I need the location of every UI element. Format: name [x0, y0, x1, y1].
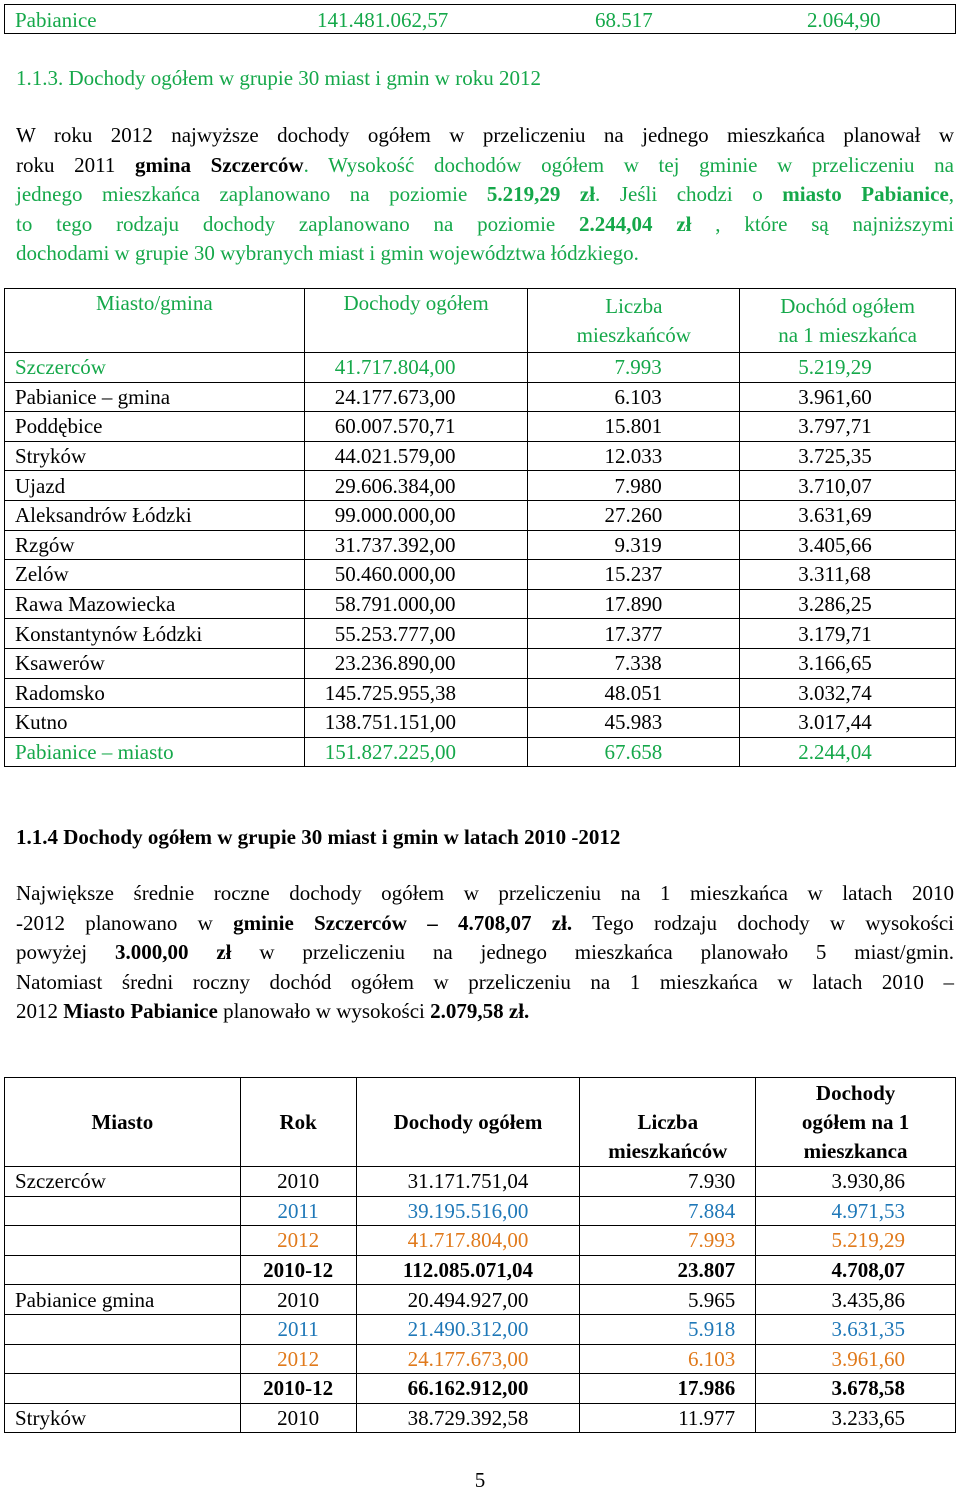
- table2-cell-population: 5.918: [580, 1314, 756, 1344]
- page-number: 5: [474, 1468, 486, 1492]
- table2-cell-year: 2011: [240, 1314, 356, 1344]
- top-table-row: [4, 4, 956, 34]
- table1-row: [5, 678, 956, 708]
- table1-cell-population: 15.801: [528, 412, 740, 442]
- section2-paragraph: [16, 879, 954, 1027]
- table2-cell-income: 31.171.751,04: [356, 1167, 580, 1197]
- section-heading-1-1-3: 1.1.3. Dochody ogółem w grupie 30 miast i gmin w roku 2012: [16, 66, 541, 90]
- text-bold: Miasto Pabianice: [63, 999, 218, 1023]
- table1-row: [5, 412, 956, 442]
- table2-cell-city: [5, 1226, 241, 1256]
- table1-cell-city: Stryków: [5, 441, 305, 471]
- table1-cell-population: 12.033: [528, 441, 740, 471]
- table2-header-per-capita: Dochody ogółem na 1 mieszkanca: [756, 1078, 956, 1167]
- table2-cell-population: 5.965: [580, 1285, 756, 1315]
- table1-row: [5, 471, 956, 501]
- table1-cell-city: Aleksandrów Łódzki: [5, 500, 305, 530]
- table1-cell-population: 17.890: [528, 589, 740, 619]
- table2-cell-income: 38.729.392,58: [356, 1403, 580, 1433]
- table1-cell-city: Pabianice – gmina: [5, 382, 305, 412]
- table1-cell-per-capita: 5.219,29: [740, 353, 956, 383]
- text-bold: 5.219,29 zł: [486, 182, 596, 206]
- table2-cell-population: 7.930: [580, 1167, 756, 1197]
- table1-row: [5, 708, 956, 738]
- text: . Jeśli chodzi o: [595, 182, 783, 206]
- table1-cell-income: 41.717.804,00: [304, 353, 528, 383]
- table1-header-row: [5, 289, 956, 353]
- table2-cell-per-capita: 4.971,53: [756, 1196, 956, 1226]
- table1-cell-per-capita: 3.032,74: [740, 678, 956, 708]
- para1-line5: dochodami w grupie 30 wybranych miast i gmin województwa łódzkiego.: [16, 241, 639, 265]
- table1-row: [5, 589, 956, 619]
- table2-cell-year: 2010: [240, 1285, 356, 1315]
- table2-cell-per-capita: 4.708,07: [756, 1255, 956, 1285]
- table2-cell-per-capita: 3.930,86: [756, 1167, 956, 1197]
- table2-row: [5, 1167, 956, 1197]
- table1-cell-city: Ujazd: [5, 471, 305, 501]
- table1-cell-per-capita: 3.405,66: [740, 530, 956, 560]
- table1-cell-population: 7.338: [528, 648, 740, 678]
- table1-cell-per-capita: 3.710,07: [740, 471, 956, 501]
- top-row-per-capita: 2.064,90: [807, 8, 881, 32]
- table1-row: [5, 382, 956, 412]
- table2-cell-year: 2010-12: [240, 1255, 356, 1285]
- top-row-name: Pabianice: [15, 8, 97, 32]
- table2-cell-year: 2010: [240, 1167, 356, 1197]
- table2-header-row: [5, 1078, 956, 1167]
- table1-cell-per-capita: 3.631,69: [740, 500, 956, 530]
- table1-row: [5, 353, 956, 383]
- table1-cell-per-capita: 3.166,65: [740, 648, 956, 678]
- table2-cell-income: 21.490.312,00: [356, 1314, 580, 1344]
- text: planowało w wysokości: [217, 999, 431, 1023]
- text: ,: [948, 182, 955, 206]
- para2-line4: Natomiast średni roczny dochód ogółem w przeliczeniu na 1 mieszkańca w latach 2010 –: [16, 969, 954, 994]
- table1-cell-income: 145.725.955,38: [304, 678, 528, 708]
- table2-cell-income: 41.717.804,00: [356, 1226, 580, 1256]
- table1-cell-per-capita: 3.017,44: [740, 708, 956, 738]
- text: to tego rodzaju dochody zaplanowano na poziomie: [16, 211, 580, 236]
- table2-cell-per-capita: 3.631,35: [756, 1314, 956, 1344]
- table1-cell-income: 58.791.000,00: [304, 589, 528, 619]
- table1-cell-city: Poddębice: [5, 412, 305, 442]
- table1-cell-city: Radomsko: [5, 678, 305, 708]
- para1-line2: [16, 151, 954, 181]
- table2-cell-year: 2012: [240, 1344, 356, 1374]
- table2-cell-city: [5, 1374, 241, 1404]
- table1-cell-income: 31.737.392,00: [304, 530, 528, 560]
- table2-row: [5, 1285, 956, 1315]
- table2-cell-population: 11.977: [580, 1403, 756, 1433]
- table1-header-population: Liczba mieszkańców: [528, 289, 740, 353]
- table2-cell-per-capita: 3.678,58: [756, 1374, 956, 1404]
- text-bold: gminie Szczerców – 4.708,07 zł.: [233, 910, 573, 935]
- text-bold: 2.079,58 zł.: [430, 999, 530, 1023]
- table2-header-population: Liczba mieszkańców: [580, 1078, 756, 1167]
- table1-cell-per-capita: 3.311,68: [740, 560, 956, 590]
- table2-row: [5, 1374, 956, 1404]
- table2-cell-city: Szczerców: [5, 1167, 241, 1197]
- table2-cell-city: [5, 1196, 241, 1226]
- table1-cell-population: 9.319: [528, 530, 740, 560]
- table1-row: [5, 560, 956, 590]
- table1-header-per-capita: Dochód ogółem na 1 mieszkańca: [740, 289, 956, 353]
- table2-cell-city: [5, 1255, 241, 1285]
- table2-cell-year: 2010: [240, 1403, 356, 1433]
- table1-cell-population: 48.051: [528, 678, 740, 708]
- table2-cell-per-capita: 3.961,60: [756, 1344, 956, 1374]
- table1-cell-per-capita: 3.725,35: [740, 441, 956, 471]
- table1-row: [5, 500, 956, 530]
- table1-header-income: Dochody ogółem: [304, 289, 528, 353]
- text-bold: miasto Pabianice: [782, 182, 949, 206]
- table1-cell-income: 24.177.673,00: [304, 382, 528, 412]
- text: powyżej: [16, 940, 115, 964]
- table2-row: [5, 1226, 956, 1256]
- table1-row: [5, 737, 956, 767]
- table1-cell-per-capita: 3.286,25: [740, 589, 956, 619]
- table1-cell-population: 6.103: [528, 382, 740, 412]
- table2-cell-population: 23.807: [580, 1255, 756, 1285]
- table2-row: [5, 1344, 956, 1374]
- table1-cell-income: 60.007.570,71: [304, 412, 528, 442]
- text: 2012: [16, 999, 64, 1023]
- table1-cell-per-capita: 3.797,71: [740, 412, 956, 442]
- table1-cell-population: 27.260: [528, 500, 740, 530]
- section1-paragraph: [16, 121, 954, 269]
- table2-cell-city: [5, 1314, 241, 1344]
- text: , które są najniższymi: [691, 211, 955, 236]
- table1-cell-income: 29.606.384,00: [304, 471, 528, 501]
- para2-line5: [16, 997, 954, 1027]
- table1-cell-city: Szczerców: [5, 353, 305, 383]
- table1-cell-city: Zelów: [5, 560, 305, 590]
- table1-cell-income: 55.253.777,00: [304, 619, 528, 649]
- table1-header-city: Miasto/gmina: [5, 289, 305, 353]
- table2-cell-year: 2011: [240, 1196, 356, 1226]
- table2-cell-per-capita: 3.435,86: [756, 1285, 956, 1315]
- para1-line3: [16, 180, 954, 210]
- text: roku 2011: [16, 152, 136, 177]
- table2-cell-income: 24.177.673,00: [356, 1344, 580, 1374]
- text-bold: 2.244,04 zł: [579, 211, 692, 236]
- income-table-2010-2012: [4, 1077, 956, 1433]
- table2-cell-population: 7.884: [580, 1196, 756, 1226]
- text-green: . Wysokość dochodów ogółem w tej gminie w przeliczeniu na: [303, 152, 955, 177]
- table1-cell-city: Ksawerów: [5, 648, 305, 678]
- table2-header-year: Rok: [240, 1078, 356, 1167]
- table1-cell-population: 45.983: [528, 708, 740, 738]
- para2-line2: [16, 909, 954, 939]
- table2-cell-city: [5, 1344, 241, 1374]
- table1-cell-population: 7.980: [528, 471, 740, 501]
- table2-cell-population: 17.986: [580, 1374, 756, 1404]
- text: w przeliczeniu na jednego mieszkańca planowało 5 miast/gmin.: [231, 940, 955, 964]
- table1-cell-income: 138.751.151,00: [304, 708, 528, 738]
- table1-cell-per-capita: 2.244,04: [740, 737, 956, 767]
- para1-line1: W roku 2012 najwyższe dochody ogółem w przeliczeniu na jednego mieszkańca planował w: [16, 123, 954, 147]
- table1-cell-city: Kutno: [5, 708, 305, 738]
- table2-row: [5, 1403, 956, 1433]
- table2-cell-per-capita: 3.233,65: [756, 1403, 956, 1433]
- table2-cell-income: 20.494.927,00: [356, 1285, 580, 1315]
- table1-cell-population: 15.237: [528, 560, 740, 590]
- table2-row: [5, 1196, 956, 1226]
- table1-cell-income: 23.236.890,00: [304, 648, 528, 678]
- table2-cell-income: 39.195.516,00: [356, 1196, 580, 1226]
- text: -2012 planowano w: [16, 910, 234, 935]
- table1-row: [5, 530, 956, 560]
- table1-cell-city: Pabianice – miasto: [5, 737, 305, 767]
- table2-cell-income: 66.162.912,00: [356, 1374, 580, 1404]
- table2-cell-year: 2010-12: [240, 1374, 356, 1404]
- table1-cell-city: Konstantynów Łódzki: [5, 619, 305, 649]
- table1-cell-population: 7.993: [528, 353, 740, 383]
- section-heading-1-1-4: 1.1.4 Dochody ogółem w grupie 30 miast i gmin w latach 2010 -2012: [16, 825, 621, 849]
- table1-cell-per-capita: 3.961,60: [740, 382, 956, 412]
- table1-cell-income: 50.460.000,00: [304, 560, 528, 590]
- table2-cell-year: 2012: [240, 1226, 356, 1256]
- table2-cell-city: Pabianice gmina: [5, 1285, 241, 1315]
- table2-row: [5, 1255, 956, 1285]
- table1-cell-income: 44.021.579,00: [304, 441, 528, 471]
- table2-cell-population: 6.103: [580, 1344, 756, 1374]
- table1-cell-population: 17.377: [528, 619, 740, 649]
- table1-cell-population: 67.658: [528, 737, 740, 767]
- text: Tego rodzaju dochody w wysokości: [572, 910, 954, 935]
- table1-cell-city: Rzgów: [5, 530, 305, 560]
- table1-cell-income: 99.000.000,00: [304, 500, 528, 530]
- table1-row: [5, 648, 956, 678]
- para1-line4: [16, 210, 954, 240]
- income-table-2012: [4, 288, 956, 767]
- table2-cell-income: 112.085.071,04: [356, 1255, 580, 1285]
- table1-cell-per-capita: 3.179,71: [740, 619, 956, 649]
- table2-cell-city: Stryków: [5, 1403, 241, 1433]
- text-bold: 3.000,00 zł: [115, 940, 232, 964]
- para2-line1: Największe średnie roczne dochody ogółem w przeliczeniu na 1 mieszkańca w latach 2010: [16, 881, 954, 905]
- table1-row: [5, 619, 956, 649]
- top-row-income: 141.481.062,57: [317, 8, 449, 32]
- table2-header-city: Miasto: [5, 1078, 241, 1167]
- table2-row: [5, 1314, 956, 1344]
- table2-cell-population: 7.993: [580, 1226, 756, 1256]
- text: jednego mieszkańca zaplanowano na poziomie: [16, 182, 487, 206]
- table2-cell-per-capita: 5.219,29: [756, 1226, 956, 1256]
- table2-header-income: Dochody ogółem: [356, 1078, 580, 1167]
- top-row-population: 68.517: [595, 8, 653, 32]
- text-bold: gmina Szczerców: [135, 152, 304, 177]
- table1-cell-city: Rawa Mazowiecka: [5, 589, 305, 619]
- table1-row: [5, 441, 956, 471]
- table1-cell-income: 151.827.225,00: [304, 737, 528, 767]
- para2-line3: [16, 938, 954, 968]
